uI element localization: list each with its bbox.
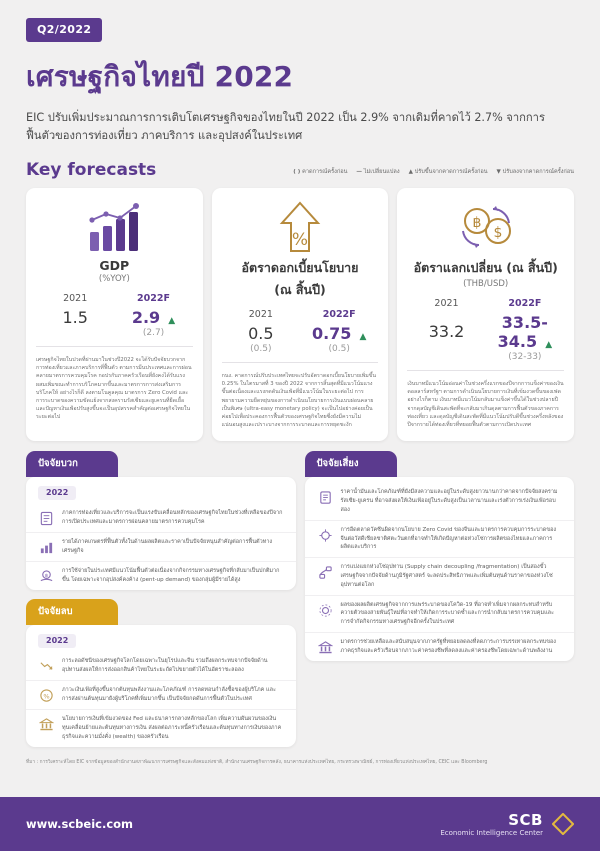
list-item-text: ภาคการท่องเที่ยวและบริการจะเป็นแรงขับเคลื่อนหลักของเศรษฐกิจไทยในช่วงที่เหลือของปีจากการเปิดประเทศและมาตรการผ่อนคลายมาตรการควบคุมโรค bbox=[62, 510, 283, 526]
trend-up-icon-fx: ▲ bbox=[545, 339, 553, 350]
list-item bbox=[305, 483, 575, 519]
legend-symbol-down: ▼ bbox=[496, 168, 501, 175]
virus-wave-icon bbox=[317, 602, 334, 619]
year-forecast-fx: 2022F bbox=[508, 297, 542, 309]
legend-symbol-up: ▲ bbox=[408, 168, 413, 175]
paren-new-gdp: (2.7) bbox=[142, 327, 165, 338]
card-values-policy-rate bbox=[222, 324, 379, 343]
legend-symbol-previous: ( ) bbox=[293, 168, 301, 175]
card-values-fx bbox=[407, 313, 564, 351]
value-prev-policy-rate: 0.5 bbox=[248, 323, 274, 343]
legend-label-up: ปรับขึ้นจากคาดการณ์ครั้งก่อน bbox=[414, 168, 488, 175]
card-title-policy-rate: อัตราดอกเบี้ยนโยบาย bbox=[241, 259, 359, 275]
legend bbox=[293, 168, 574, 180]
footer bbox=[0, 797, 600, 851]
panel-risk-factors bbox=[305, 451, 575, 661]
brand-subtitle: Economic Intelligence Center bbox=[440, 829, 543, 837]
website-link[interactable]: www.scbeic.com bbox=[26, 817, 134, 831]
paren-prev-gdp bbox=[36, 328, 114, 338]
list-item-text: ราคาน้ำมันและโภคภัณฑ์ที่ยังมีสงความและอยู่ในระดับสูงยาวนานกว่าคาดจากปัจจัยสงครามรัสเซีย-ยูเครน ที่อาจส่งผลให้เงินเฟ้ออยู่ในระดับสูงเป็นเวลานานและเร่งตัวการเร่งเงินเฟ้อรอบสอง bbox=[340, 489, 558, 513]
card-years-gdp bbox=[36, 293, 193, 304]
key-forecasts-title: Key forecasts bbox=[26, 159, 157, 180]
factors-left-column bbox=[26, 451, 296, 746]
list-item bbox=[26, 680, 296, 709]
currency-exchange-icon bbox=[407, 200, 564, 256]
panel-title-risk: ปัจจัยเสี่ยง bbox=[305, 451, 397, 477]
card-unit-fx: (THB/USD) bbox=[463, 278, 509, 289]
interest-rate-arrow-icon bbox=[222, 200, 379, 256]
svg-text:฿: ฿ bbox=[45, 574, 48, 580]
list-item-text: การใช้จ่ายในประเทศมีแนวโน้มฟื้นตัวต่อเนื่องจากกิจกรรมทางเศรษฐกิจที่กลับมาเป็นปกติมากขึ้น โดยเฉพาะจากอุปสงค์คงค้าง (pent-up demand) ของกลุ่มผู้มีรายได้สูง bbox=[62, 568, 280, 584]
list-item bbox=[26, 652, 296, 680]
list-item-text: นโยบายการเงินที่เข้มงวดของ Fed และธนาคารกลางหลักของโลก เพิ่มความผันผวนของเงินทุนเคลื่อนย้ายและต้นทุนทางการเงิน ส่งผลต่อภาระหนี้ครัวเรือนและต้นทุนทางการเงินของภาคธุรกิจและความมั่งคั่ง (wealth) ของครัวเรือน bbox=[62, 716, 282, 740]
card-title2-policy-rate: (ณ สิ้นปี) bbox=[274, 281, 326, 297]
list-item bbox=[305, 557, 575, 594]
svg-text:฿: ฿ bbox=[472, 214, 482, 231]
panel-positive-factors bbox=[26, 451, 296, 590]
arrow-down-chart-icon bbox=[38, 658, 55, 675]
card-note-fx: เงินบาทมีแนวโน้มอ่อนค่าในช่วงครึ่งแรกของปีจากการแข็งค่าของเงินดอลลาร์สหรัฐฯ ตามการดำเนินนโยบายการเงินที่เข้มงวดขึ้นของเฟด อย่างไรก็ตาม เงินบาทมีแนวโน้มกลับมาแข็งค่าขึ้นได้ในช่วงปลายปี จากดุลบัญชีเดินสะพัดที่จะกลับมาเกินดุลตามการฟื้นตัวของภาคการท่องเที่ยว และดุลบัญชีเดินสะพัดที่มีแนวโน้มปรับดีขึ้นช่วงครึ่งหลังของปีจากรายได้ท่องเที่ยวที่ทยอยฟื้นตัวตามการเปิดประเทศ bbox=[407, 380, 564, 428]
list-item-text: รายได้ภาคเกษตรที่ฟื้นตัวทั้งในด้านผลผลิตและราคาเป็นปัจจัยหนุนสำคัญต่อการฟื้นตัวทางเศรษฐกิจ bbox=[62, 539, 273, 555]
inflation-icon bbox=[38, 687, 55, 704]
legend-item-unchanged bbox=[356, 168, 399, 176]
list-item-text: การอีดตลาดวัคซีนผิดจากนโยบาย Zero Covid ของจีนและมาตรการควบคุมการระบาดของจีนต่อวัสดีเชียลชาติศตะวันตกที่อาจทำให้เกิดปัญหาต่อห่วงโซ่การผลิตของไทยและภาคการผลิตและบริการ bbox=[340, 526, 557, 551]
list-item bbox=[26, 504, 296, 532]
card-prev-forecast-gdp bbox=[36, 328, 193, 338]
bank-policy-icon bbox=[38, 716, 55, 733]
forecast-card-gdp bbox=[26, 188, 203, 441]
legend-label-unchanged: ไม่เปลี่ยนแปลง bbox=[363, 168, 400, 175]
value-prev-gdp: 1.5 bbox=[62, 307, 88, 327]
panel-title-positive: ปัจจัยบวก bbox=[26, 451, 118, 477]
value-new-fx: 33.5-34.5 bbox=[497, 312, 548, 351]
card-note-policy-rate: กนง. คาดการณ์ปรับประเทศไทยจะปรับอัตราดอกเบี้ยนโยบายเพิ่มขึ้น 0.25% ในไตรมาสที่ 3 ของปี 2022 จากการสิ้นสุดที่มีแนวโน้มแรงขึ้นต่อเนื่องและแรงกดดันเงินเฟ้อที่มีแนวโน้มในระยะต่อไป การพยายามความยืดหยุ่นของการดำเนินนโยบายการเงินแบบผ่อนคลายเป็นพิเศษ (ultra-easy monetary policy) จะเป็นไปอย่างค่อยเป็นค่อยไปเพื่อประคองการฟื้นตัวของเศรษฐกิจไทยซึ่งยังมีความไม่แน่นอนสูงและเปราะบางจากการระบาดและการหยุดชะงัก bbox=[221, 372, 377, 429]
document-list-icon bbox=[38, 510, 55, 527]
forecast-card-fx bbox=[397, 188, 574, 441]
legend-label-down: ปรับลงจากคาดการณ์ครั้งก่อน bbox=[502, 168, 574, 175]
value-new-policy-rate: 0.75 bbox=[311, 323, 352, 343]
header bbox=[0, 0, 600, 180]
value-new-wrap-policy-rate bbox=[300, 324, 378, 343]
value-prev-fx: 33.2 bbox=[428, 322, 465, 342]
card-values-gdp bbox=[36, 308, 193, 327]
list-item bbox=[305, 595, 575, 632]
paren-prev-fx bbox=[407, 352, 485, 362]
panel-title-negative: ปัจจัยลบ bbox=[26, 599, 118, 625]
legend-label-previous: คาดการณ์ครั้งก่อน bbox=[302, 168, 348, 175]
card-title-gdp: GDP bbox=[99, 257, 130, 273]
list-item-text: มาตรการช่วยเหลือและสนับสนุนจากภาครัฐที่ทยอยลดลงที่ลดภาระการบรรเทาผลกระทบของภาคธุรกิจและครัวเรือนจากภาวะค่าครองชีพที่ลดลงและค่าครองชีพโดยเฉพาะด้านพลังงาน bbox=[340, 638, 556, 654]
bar-growth-icon bbox=[38, 539, 55, 556]
oil-price-icon bbox=[317, 489, 334, 506]
source-footnote: ที่มา : การวิเคราะห์โดย EIC จากข้อมูลของสำนักงานสภาพัฒนาการเศรษฐกิจและสังคมแห่งชาติ, สำนักงานเศรษฐกิจการคลัง, ธนาคารแห่งประเทศไทย, กระทรวงพาณิชย์, การท่องเที่ยวแห่งประเทศไทย, CEIC และ Bloomberg bbox=[26, 759, 488, 765]
legend-symbol-unchanged: — bbox=[356, 168, 362, 175]
bar-chart-growth-icon bbox=[36, 200, 193, 256]
legend-item-down bbox=[497, 168, 574, 176]
forecast-card-policy-rate bbox=[212, 188, 389, 441]
card-note-gdp: เศรษฐกิจไทยในปวดที่ผ่านมาในช่วงปี2022 จะได้รับปัจจัยบวกจากการท่องเที่ยวและภาคบริการที่ฟื้นตัว ตามการมีนประเทศและการผ่อนคลายมาตรการควบคุมโรค กอปรกับภาคครัวเรือนที่ยังคงได้รับแรงผสมเพิ่มขณะทำการบริโภคมากขึ้นและมาตรการการส่งเสริมการบริโภคให้ อย่างไรก็ดี ลงตามโนคูลคุณ มาตรการ Zero Covid และการระบาดของความขัดแย้งจากสงครามรัสเซียและยูเครนที่ยืดเยื้อ และปัญหาเงินเฟ้อปรับสูงขึ้นจะเป็นอุปสรรคสำคัญต่อเศรษฐกิจไทยในระยะต่อไป bbox=[36, 356, 192, 421]
panel-year-positive: 2022 bbox=[38, 486, 76, 500]
list-item bbox=[26, 709, 296, 746]
quarter-badge: Q2/2022 bbox=[26, 18, 102, 42]
scb-logo-icon bbox=[552, 813, 574, 835]
legend-item-up bbox=[409, 168, 488, 176]
card-prev-forecast-policy-rate bbox=[222, 344, 379, 354]
trend-up-icon-gdp: ▲ bbox=[168, 315, 176, 326]
government-icon bbox=[317, 639, 334, 656]
panel-body-negative bbox=[26, 625, 296, 746]
list-item-text: การะลอดัชนีของเศรษฐกิจโลกโดยเฉพาะในยุโรปและจีน รวมถึงผลกระทบจากปัจจัยด้านอุปทานส่งผลให้การส่งออกสินค้าไทยในระยะถัดไปขยายตัวได้ในอัตราชะลอลง bbox=[62, 658, 268, 674]
card-prev-forecast-fx bbox=[407, 352, 564, 362]
svg-text:%: % bbox=[291, 229, 309, 250]
list-item bbox=[26, 561, 296, 590]
list-item-text: การแบ่งแยกห่วงโซ่อุปทาน (Supply chain decoupling /fragmentation) เป็นสองขั้วเศรษฐกิจจากปัจจัยด้านภูมิรัฐศาสตร์ จะลดประสิทธิภาพและเพิ่มต้นทุนด้านราคาของห่วงโซ่อุปทานต่อโลก bbox=[340, 564, 553, 588]
year-forecast-gdp: 2022F bbox=[137, 292, 170, 304]
paren-new-policy-rate: (0.5) bbox=[328, 343, 350, 354]
supply-chain-icon bbox=[317, 564, 334, 581]
year-forecast-policy-rate: 2022F bbox=[322, 308, 356, 320]
paren-prev-policy-rate: (0.5) bbox=[250, 343, 272, 354]
value-new-gdp: 2.9 bbox=[131, 307, 161, 327]
panel-year-negative: 2022 bbox=[38, 634, 76, 648]
legend-item-previous bbox=[293, 168, 347, 176]
page-subtitle: EIC ปรับเพิ่มประมาณการการเติบโตเศรษฐกิจของไทยในปี 2022 เป็น 2.9% จากเดิมที่คาดไว้ 2.7% จากการฟื้นตัวของการท่องเที่ยว ภาคบริการ และอุปสงค์ในประเทศ bbox=[26, 111, 545, 143]
page-title: เศรษฐกิจไทยปี 2022 bbox=[26, 60, 294, 93]
footer-brand bbox=[440, 811, 574, 837]
card-title-fx: อัตราแลกเปลี่ยน (ณ สิ้นปี) bbox=[413, 259, 558, 275]
brand-name: SCB bbox=[508, 811, 543, 829]
card-divider-gdp bbox=[36, 346, 193, 347]
value-new-wrap-fx bbox=[486, 313, 564, 351]
svg-text:$: $ bbox=[493, 224, 503, 241]
year-prev-gdp: 2021 bbox=[63, 292, 88, 304]
year-prev-fx: 2021 bbox=[434, 297, 459, 309]
card-divider-policy-rate bbox=[222, 362, 379, 363]
trend-up-icon-policy-rate: ▲ bbox=[359, 331, 367, 342]
forecast-cards bbox=[0, 180, 600, 441]
coin-hand-icon bbox=[38, 568, 55, 585]
card-years-policy-rate bbox=[222, 309, 379, 320]
panel-body-risk bbox=[305, 477, 575, 661]
list-item-text: ภาวะเงินเฟ้อที่สูงขึ้นจากต้นทุนพลังงานและโภคภัณฑ์ การลดทอนกำลังซื้อของผู้บริโภค และการส่งผ่านต้นทุนมายังผู้บริโภคที่เพิ่มมากขึ้น เป็นปัจจัยกดดันการฟื้นตัวในประเทศ bbox=[62, 687, 276, 703]
panel-negative-factors bbox=[26, 599, 296, 746]
list-item-text: ผลของผลผลิตเศรษฐกิจจากการแพร่ระบาดของโควิด-19 ที่อาจทำเพิ่มจากผลกระทบสำหรับควายตัวของสายพันธุ์ใหม่ที่อาจทำให้เกิดการระบาดซ้ำและการนำกลับมาตรการควบคุมและการจำกัดกิจกรรมทางเศรษฐกิจอีกครั้งในประเทศ bbox=[340, 601, 554, 626]
card-years-fx bbox=[407, 298, 564, 309]
card-unit-gdp: (%YOY) bbox=[98, 273, 130, 284]
virus-shield-icon bbox=[317, 527, 334, 544]
paren-new-fx: (32-33) bbox=[508, 351, 542, 362]
year-prev-policy-rate: 2021 bbox=[248, 308, 273, 320]
list-item bbox=[26, 532, 296, 561]
factor-panels bbox=[0, 441, 600, 746]
value-new-wrap-gdp bbox=[114, 308, 192, 327]
card-divider-fx bbox=[407, 370, 564, 371]
list-item bbox=[305, 520, 575, 557]
svg-text:%: % bbox=[43, 692, 50, 701]
factors-right-column bbox=[305, 451, 575, 746]
list-item bbox=[305, 632, 575, 661]
panel-body-positive bbox=[26, 477, 296, 590]
section-header bbox=[26, 160, 574, 180]
